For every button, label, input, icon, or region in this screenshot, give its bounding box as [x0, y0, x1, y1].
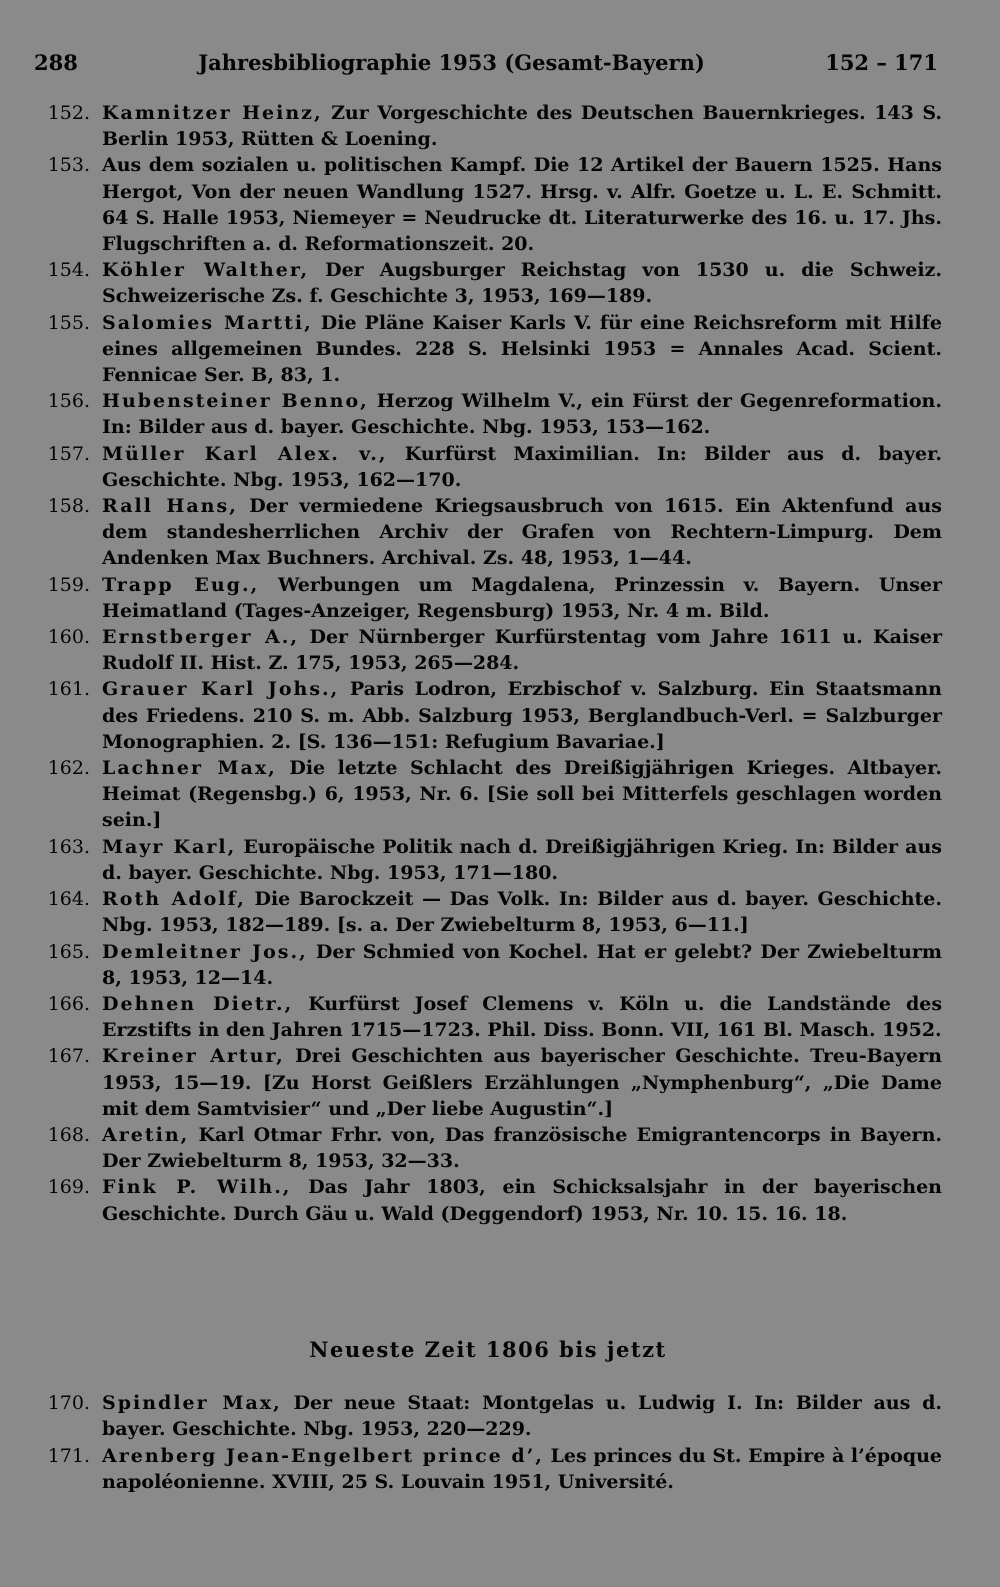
entry-text: Der neue Staat: Montgelas u. Ludwig I. In: Bilder aus d. bayer. Geschichte. Nbg. 1953, 220—229.: [102, 1391, 942, 1441]
entry-author: Kreiner Artur,: [102, 1045, 285, 1068]
list-item: [34, 834, 942, 886]
bibliography-entries: [34, 100, 942, 1227]
list-item: [34, 152, 942, 257]
entry-number: 158.: [47, 495, 90, 518]
list-item: [34, 257, 942, 309]
running-title: Jahresbibliographie 1953 (Gesamt-Bayern): [198, 50, 705, 75]
entry-author: Mayr Karl,: [102, 835, 237, 858]
list-item: [34, 572, 942, 624]
entry-author: Grauer Karl Johs.,: [102, 678, 340, 701]
entry-author: Lachner Max,: [102, 757, 277, 780]
list-item: [34, 624, 942, 676]
entry-author: Demleitner Jos.,: [102, 940, 308, 963]
entry-number: 169.: [47, 1176, 90, 1199]
entry-number: 160.: [47, 626, 90, 649]
entry-number: 163.: [47, 835, 90, 858]
entry-number: 164.: [47, 888, 90, 911]
entry-number: 162.: [47, 757, 90, 780]
entry-number: 159.: [47, 573, 90, 596]
entry-author: Rall Hans,: [102, 495, 238, 518]
list-item: [34, 441, 942, 493]
entry-author: Roth Adolf,: [102, 888, 246, 911]
entry-text: Der Augsburger Reichstag von 1530 u. die Schweiz. Schweizerische Zs. f. Geschichte 3, 1953, 169—189.: [102, 259, 942, 308]
entry-number: 171.: [47, 1444, 90, 1467]
entry-number: 161.: [47, 678, 90, 701]
entry-text: Das Jahr 1803, ein Schicksalsjahr in der bayerischen Geschichte. Durch Gäu u. Wald (Deggendorf) 1953, Nr. 10. 15. 16. 18.: [102, 1176, 942, 1225]
running-head: [34, 50, 942, 90]
entry-author: Ernstberger A.,: [102, 626, 299, 649]
entry-number: 166.: [47, 992, 90, 1015]
list-item: [34, 676, 942, 755]
list-item: [34, 886, 942, 938]
entry-number: 165.: [47, 940, 90, 963]
entry-number: 157.: [47, 442, 90, 465]
entry-author: Trapp Eug.,: [102, 573, 260, 596]
entry-number: 168.: [47, 1123, 90, 1146]
entry-number: 167.: [47, 1045, 90, 1068]
entry-author: Hubensteiner Benno,: [102, 390, 369, 413]
list-item: [34, 493, 942, 572]
list-item: [34, 310, 942, 389]
entry-author: Köhler Walther,: [102, 259, 310, 282]
entry-author: Spindler Max,: [102, 1391, 282, 1414]
entry-text: Die letzte Schlacht des Dreißigjährigen Krieges. Altbayer. Heimat (Regensbg.) 6, 1953, Nr. 6. [Sie soll bei Mitterfels geschlagen worden sein.]: [102, 757, 942, 832]
entry-text: Werbungen um Magdalena, Prinzessin v. Bayern. Unser Heimatland (Tages-Anzeiger, Regensburg) 1953, Nr. 4 m. Bild.: [102, 573, 942, 622]
entry-range: 152 – 171: [825, 50, 938, 75]
entry-number: 156.: [47, 390, 90, 413]
entry-author: Arenberg Jean-Engelbert prince d’,: [102, 1444, 544, 1467]
entry-author: Aretin,: [102, 1123, 190, 1146]
entry-text: Karl Otmar Frhr. von, Das französische Emigrantencorps in Bayern. Der Zwiebelturm 8, 1953, 32—33.: [102, 1123, 942, 1173]
entry-author: Dehnen Dietr.,: [102, 992, 294, 1015]
list-item: [34, 1443, 942, 1496]
entry-text: Les princes du St. Empire à l’époque napoléonienne. XVIII, 25 S. Louvain 1951, Université.: [102, 1444, 942, 1494]
entry-text: Die Barockzeit — Das Volk. In: Bilder aus d. bayer. Geschichte. Nbg. 1953, 182—189. [s. a. Der Zwiebelturm 8, 1953, 6—11.]: [102, 888, 942, 937]
entry-number: 155.: [47, 311, 90, 334]
list-item: [34, 388, 942, 440]
entry-text: Zur Vorgeschichte des Deutschen Bauernkrieges. 143 S. Berlin 1953, Rütten & Loening.: [102, 102, 942, 151]
entry-text: Der Nürnberger Kurfürstentag vom Jahre 1611 u. Kaiser Rudolf II. Hist. Z. 175, 1953, 265—284.: [102, 626, 942, 675]
entry-text: Aus dem sozialen u. politischen Kampf. Die 12 Artikel der Bauern 1525. Hans Hergot, Von der neuen Wandlung 1527. Hrsg. v. Alfr. Goetze u. L. E. Schmitt. 64 S. Halle 1953, Niemeyer = Neudrucke dt. Literaturwerke des 16. u. 17. Jhs. Flugschriften a. d. Reformationszeit. 20.: [102, 154, 942, 256]
list-item: [34, 1174, 942, 1226]
entry-text: Kurfürst Maximilian. In: Bilder aus d. bayer. Geschichte. Nbg. 1953, 162—170.: [102, 442, 942, 491]
entry-author: Kamnitzer Heinz,: [102, 102, 323, 124]
list-item: [34, 755, 942, 834]
list-item: [34, 100, 942, 152]
entry-author: Müller Karl Alex. v.,: [102, 442, 388, 465]
entry-text: Herzog Wilhelm V., ein Fürst der Gegenreformation. In: Bilder aus d. bayer. Geschichte. Nbg. 1953, 153—162.: [102, 390, 942, 439]
entry-text: Kurfürst Josef Clemens v. Köln u. die Landstände des Erzstifts in den Jahren 1715—1723. Phil. Diss. Bonn. VII, 161 Bl. Masch. 1952.: [102, 992, 943, 1042]
entry-number: 154.: [47, 259, 90, 282]
entry-text: Drei Geschichten aus bayerischer Geschichte. Treu-Bayern 1953, 15—19. [Zu Horst Geißlers Erzählungen „Nymphenburg“, „Die Dame mit dem Samtvisier“ und „Der liebe Augustin“.]: [102, 1045, 942, 1120]
bibliography-entries-modern: [34, 1390, 942, 1496]
entry-author: Salomies Martti,: [102, 311, 313, 334]
entry-author: Fink P. Wilh.,: [102, 1176, 292, 1199]
page-number: 288: [34, 50, 78, 75]
entry-text: Der Schmied von Kochel. Hat er gelebt? Der Zwiebelturm 8, 1953, 12—14.: [102, 940, 942, 989]
list-item: [34, 1122, 942, 1174]
entry-text: Die Pläne Kaiser Karls V. für eine Reichsreform mit Hilfe eines allgemeinen Bundes. 228 S. Helsinki 1953 = Annales Acad. Scient. Fennicae Ser. B, 83, 1.: [102, 311, 942, 387]
entry-number: 152.: [47, 102, 90, 124]
entry-text: Der vermiedene Kriegsausbruch von 1615. Ein Aktenfund aus dem standesherrlichen Archiv der Grafen von Rechtern-Limpurg. Dem Andenken Max Buchners. Archival. Zs. 48, 1953, 1—44.: [102, 495, 942, 570]
list-item: [34, 991, 942, 1043]
section-heading: Neueste Zeit 1806 bis jetzt: [309, 1336, 667, 1362]
list-item: [34, 1043, 942, 1122]
entry-text: Europäische Politik nach d. Dreißigjährigen Krieg. In: Bilder aus d. bayer. Geschichte. Nbg. 1953, 171—180.: [102, 835, 942, 884]
list-item: [34, 1390, 942, 1443]
entry-number: 170.: [47, 1391, 90, 1414]
list-item: [34, 939, 942, 991]
entry-text: Paris Lodron, Erzbischof v. Salzburg. Ein Staatsmann des Friedens. 210 S. m. Abb. Salzburg 1953, Berglandbuch-Verl. = Salzburger Monographien. 2. [S. 136—151: Refugium Bavariae.]: [102, 678, 942, 753]
entry-number: 153.: [47, 154, 90, 177]
